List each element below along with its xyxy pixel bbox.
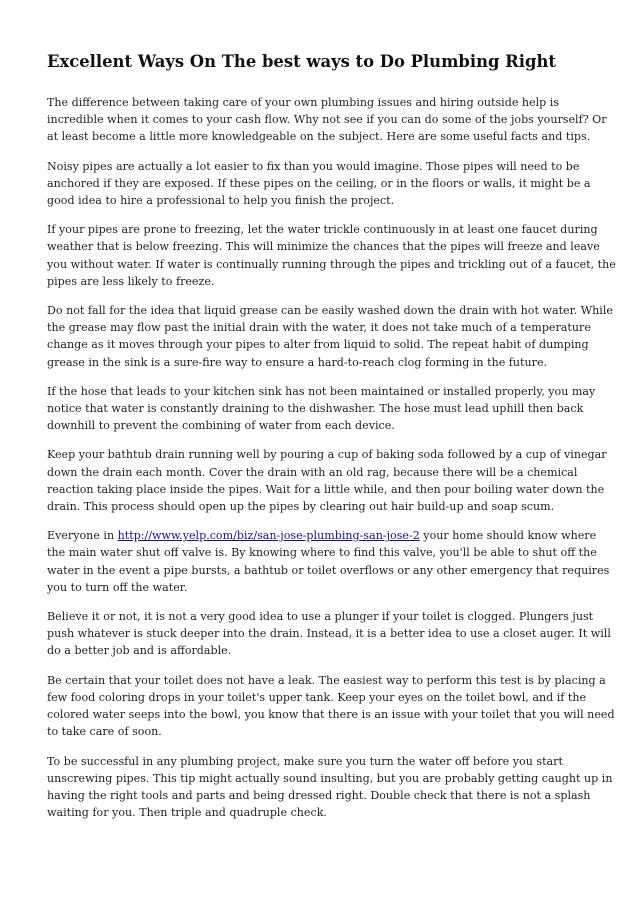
text-line: at least become a little more knowledgeable on the subject. Here are some useful facts and tips. [47,130,591,144]
text-line: pipes are less likely to freeze. [47,274,215,288]
text-line: the main water shut off valve is. By knowing where to find this valve, you'll be able to shut off the [47,546,597,560]
text-line: the grease may flow past the initial drain with the water, it does not take much of a temperature [47,321,591,335]
text-line: drain. This process should open up the pipes by clearing out hair build-up and soap scum. [47,500,555,514]
paragraph-bathtub-drain [47,446,607,515]
text-line: change as it moves through your pipes to alter from liquid to solid. The repeat habit of dumping [47,338,589,352]
text-line: waiting for you. Then triple and quadruple check. [47,806,327,820]
text-line: push whatever is stuck deeper into the drain. Instead, it is a better idea to use a closet auger. It will [47,627,611,641]
paragraph-grease [47,302,613,371]
text-line: down the drain each month. Cover the drain with an old rag, because there will be a chemical [47,465,578,479]
text-line: reaction taking place inside the pipes. Wait for a little while, and then pour boiling water down the [47,482,605,496]
text-line: colored water seeps into the bowl, you know that there is an issue with your toilet that you will need [47,708,615,722]
text-line: To be successful in any plumbing project, make sure you turn the water off before you start [47,754,563,768]
text-line: you without water. If water is continually running through the pipes and trickling out of a faucet, the [47,257,616,271]
text-line: you to turn off the water. [47,580,188,594]
text-line: weather that is below freezing. This will minimize the chances that the pipes will freeze and leave [47,240,600,254]
page-title: Excellent Ways On The best ways to Do Plumbing Right [47,52,556,71]
paragraph-noisy-pipes [47,158,594,210]
text-line: good idea to hire a professional to help you finish the project. [47,194,395,208]
text-line: The difference between taking care of your own plumbing issues and hiring outside help is [47,96,560,109]
text-line: having the right tools and parts and being dressed right. Double check that there is not a splash [47,788,591,802]
text-line: Noisy pipes are actually a lot easier to fix than you would imagine. Those pipes will need to be [47,159,580,173]
text-line: to take care of soon. [47,725,162,739]
text-line: grease in the sink is a sure-fire way to ensure a hard-to-reach clog forming in the future. [47,355,548,369]
text-line: few food coloring drops in your toilet's upper tank. Keep your eyes on the toilet bowl, and if the [47,690,587,704]
paragraph-freezing-pipes [47,221,616,290]
paragraph-toilet-leak [47,672,615,741]
text-line: downhill to prevent the combining of water from each device. [47,419,395,433]
text-line: notice that water is constantly draining to the dishwasher. The hose must lead uphill then back [47,402,584,416]
text-line: Do not fall for the idea that liquid grease can be easily washed down the drain with hot water. While [47,304,613,318]
text-line: Believe it or not, it is not a very good idea to use a plunger if your toilet is clogged. Plungers just [47,610,594,624]
text-line: unscrewing pipes. This tip might actually sound insulting, but you are probably getting caught up in [47,771,613,785]
text-line: water in the event a pipe bursts, a bathtub or toilet overflows or any other emergency that requires [47,563,610,577]
text-line: incredible when it comes to your cash flow. Why not see if you can do some of the jobs yourself? Or [47,113,607,127]
yelp-link[interactable]: http://www.yelp.com/biz/san-jose-plumbing-san-jose-2 [117,529,420,543]
text-line: anchored if they are exposed. If these pipes on the ceiling, or in the floors or walls, it might be a [47,176,591,190]
text-line: do a better job and is affordable. [47,644,232,658]
text-line: If your pipes are prone to freezing, let the water trickle continuously in at least one faucet during [47,223,598,237]
paragraph-water-off [47,753,613,822]
text-line-with-link [47,527,597,544]
paragraph-dishwasher-hose [47,383,594,435]
paragraph-intro [47,94,607,146]
paragraph-plunger [47,608,611,660]
text-line: If the hose that leads to your kitchen sink has not been maintained or installed properly, you may [47,384,596,398]
text-line: Be certain that your toilet does not have a leak. The easiest way to perform this test is by placing a [47,673,606,687]
text-line: Keep your bathtub drain running well by pouring a cup of baking soda followed by a cup of vinegar [47,448,607,462]
link-prefix-text: Everyone in [47,529,118,543]
paragraph-shutoff-valve [47,527,610,596]
link-suffix-text: your home should know where [419,529,597,543]
